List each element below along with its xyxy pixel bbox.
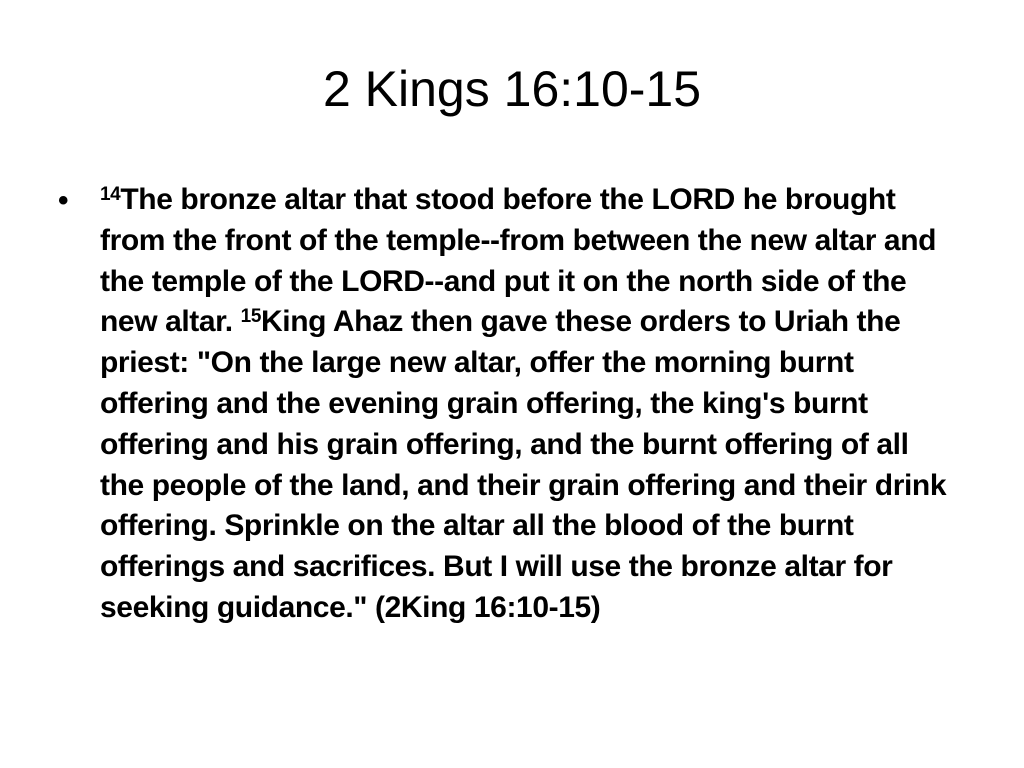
slide-title: 2 Kings 16:10-15 <box>322 61 702 117</box>
bullet-icon: • <box>58 184 69 217</box>
verse-15-text: King Ahaz then gave these orders to Uriah the priest: "On the large new altar, offer the morning burnt offering and the evening grain offering, the king's burnt offering and his grain offering, and the burnt offering of all the people of the land, and their grain offering and their drink offering. Sprinkle on the altar all the blood of the burnt offerings and sacrifices. But I will use the bronze altar for seeking guidance." (2King 16:10-15) <box>100 305 947 624</box>
verse-number-14: 14 <box>100 184 121 205</box>
verse-14-text: The bronze altar that stood before the LORD he brought from the front of the temple--from between the new altar and the temple of the LORD--and put it on the north side of the new altar. <box>100 183 937 339</box>
verse-number-15: 15 <box>240 306 262 328</box>
passage-text <box>100 180 958 629</box>
bullet-item <box>58 180 958 629</box>
slide-content <box>58 180 958 629</box>
